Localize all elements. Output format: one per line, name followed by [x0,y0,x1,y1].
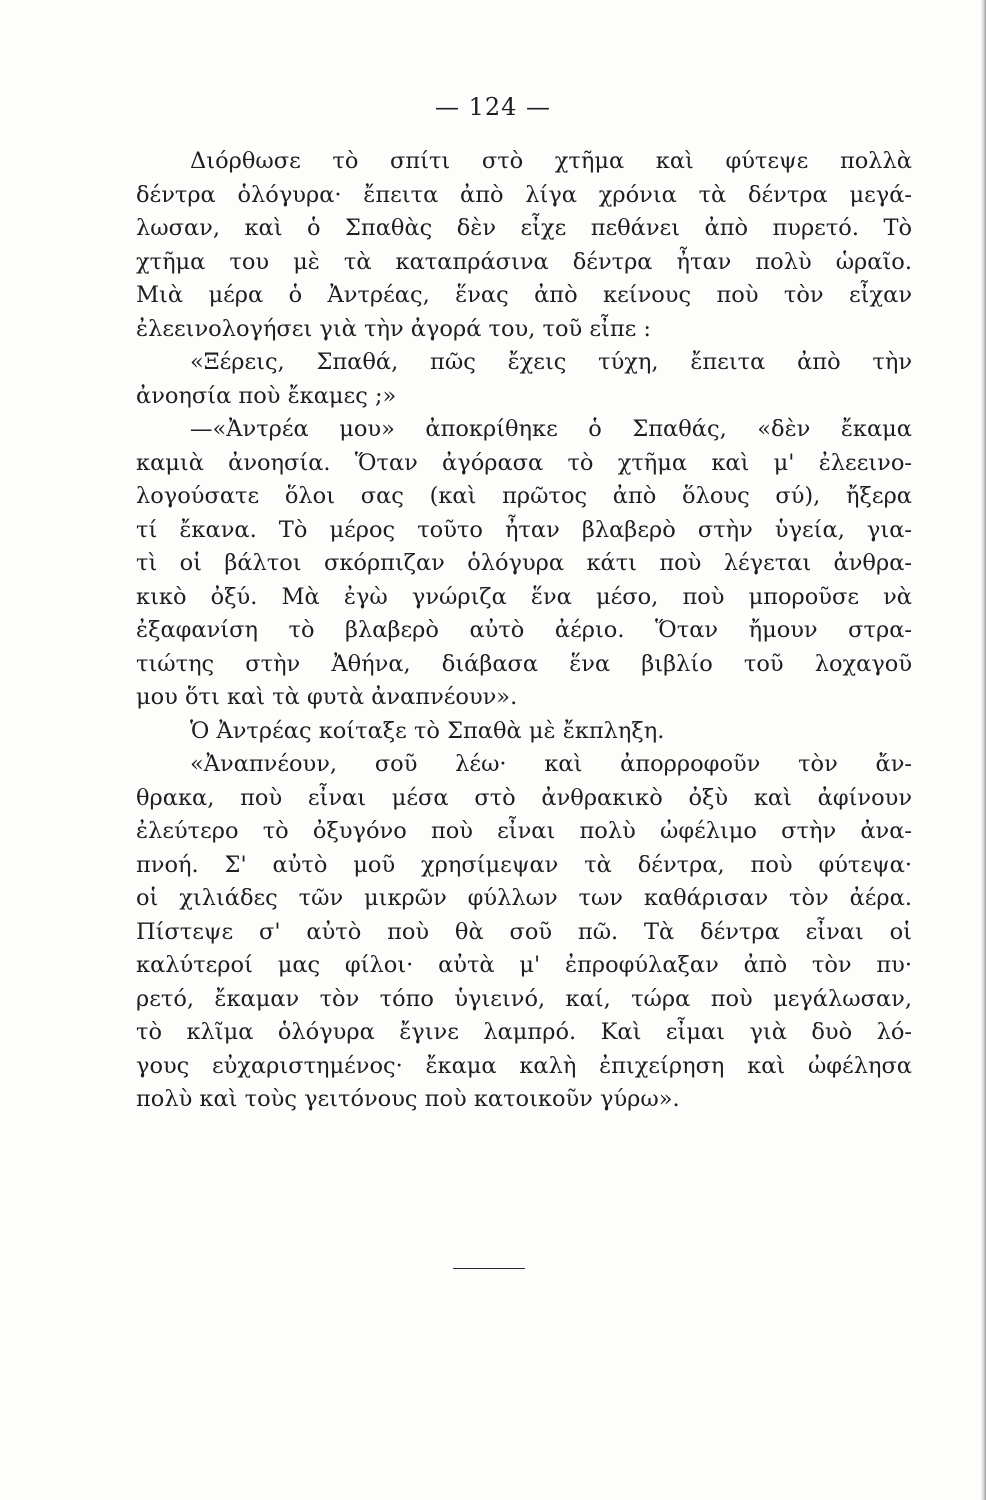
text-line: ἀνοησία ποὺ ἔκαμες ;» [136,382,397,409]
body-text [136,145,912,1117]
text-line: πολὺ καὶ τοὺς γειτόνους ποὺ κατοικοῦν γύρω». [136,1086,680,1112]
text-line: «Ἀναπνέουν, σοῦ λέω· καὶ ἀπορροφοῦν τὸν ἄν- [190,751,912,777]
text-line: λωσαν, καὶ ὁ Σπαθὰς δὲν εἶχε πεθάνει ἀπὸ πυρετό. Τὸ [136,215,912,241]
text-line: Μιὰ μέρα ὁ Ἀντρέας, ἕνας ἀπὸ κείνους ποὺ τὸν εἶχαν [136,282,912,308]
text-line: μου ὅτι καὶ τὰ φυτὰ ἀναπνέουν». [136,684,518,710]
section-divider [453,1268,525,1269]
text-line: οἱ χιλιάδες τῶν μικρῶν φύλλων των καθάρισαν τὸν ἀέρα. [136,885,912,911]
text-line: ἐλεεινολογήσει γιὰ τὴν ἀγορά του, τοῦ εἶπε : [136,315,652,342]
text-line: Διόρθωσε τὸ σπίτι στὸ χτῆμα καὶ φύτεψε πολλὰ [190,148,912,174]
page-edge-shadow [980,0,986,1500]
text-line: ἐξαφανίση τὸ βλαβερὸ αὐτὸ ἀέριο. Ὅταν ἤμουν στρα- [136,617,912,643]
text-line: καμιὰ ἀνοησία. Ὅταν ἀγόρασα τὸ χτῆμα καὶ μ' ἐλεεινο- [136,449,912,476]
text-line: ρετό, ἔκαμαν τὸν τόπο ὑγιεινό, καί, τώρα ποὺ μεγάλωσαν, [136,985,912,1012]
text-line: χτῆμα του μὲ τὰ καταπράσινα δέντρα ἦταν πολὺ ὡραῖο. [136,248,912,275]
text-line: τὶ οἱ βάλτοι σκόρπιζαν ὁλόγυρα κάτι ποὺ λέγεται ἀνθρα- [136,550,912,576]
text-line: γους εὐχαριστημένος· ἔκαμα καλὴ ἐπιχείρηση καὶ ὠφέλησα [136,1052,912,1079]
text-line: «Ξέρεις, Σπαθά, πῶς ἔχεις τύχη, ἔπειτα ἀπὸ τὴν [190,349,912,375]
text-line: πνοή. Σ' αὐτὸ μοῦ χρησίμεψαν τὰ δέντρα, ποὺ φύτεψα· [136,851,912,878]
text-line: τί ἔκανα. Τὸ μέρος τοῦτο ἦταν βλαβερὸ στὴν ὑγεία, για- [136,516,912,543]
text-line: Πίστεψε σ' αὐτὸ ποὺ θὰ σοῦ πῶ. Τὰ δέντρα εἶναι οἱ [136,918,912,945]
text-line: λογούσατε ὅλοι σας (καὶ πρῶτος ἀπὸ ὅλους σύ), ἤξερα [136,483,912,509]
text-line: καλύτεροί μας φίλοι· αὐτὰ μ' ἐπροφύλαξαν ἀπὸ τὸν πυ· [136,952,912,978]
text-line: —«Ἀντρέα μου» ἀποκρίθηκε ὁ Σπαθάς, «δὲν ἔκαμα [190,416,912,442]
text-line: ἐλεύτερο τὸ ὀξυγόνο ποὺ εἶναι πολὺ ὠφέλιμο στὴν ἀνα- [136,818,912,844]
text-line: θρακα, ποὺ εἶναι μέσα στὸ ἀνθρακικὸ ὀξὺ καὶ ἀφίνουν [136,784,912,811]
text-line: τὸ κλῖμα ὁλόγυρα ἔγινε λαμπρό. Καὶ εἶμαι γιὰ δυὸ λό- [136,1019,912,1045]
text-line: τιώτης στὴν Ἀθήνα, διάβασα ἕνα βιβλίο τοῦ λοχαγοῦ [136,650,912,677]
text-line: Ὁ Ἀντρέας κοίταξε τὸ Σπαθὰ μὲ ἔκπληξη. [190,717,665,744]
page-number: — 124 — [434,93,552,121]
text-line: δέντρα ὁλόγυρα· ἔπειτα ἀπὸ λίγα χρόνια τὰ δέντρα μεγά- [136,181,912,208]
text-line: κικὸ ὀξύ. Μὰ ἐγὼ γνώριζα ἕνα μέσο, ποὺ μποροῦσε νὰ [136,583,912,610]
